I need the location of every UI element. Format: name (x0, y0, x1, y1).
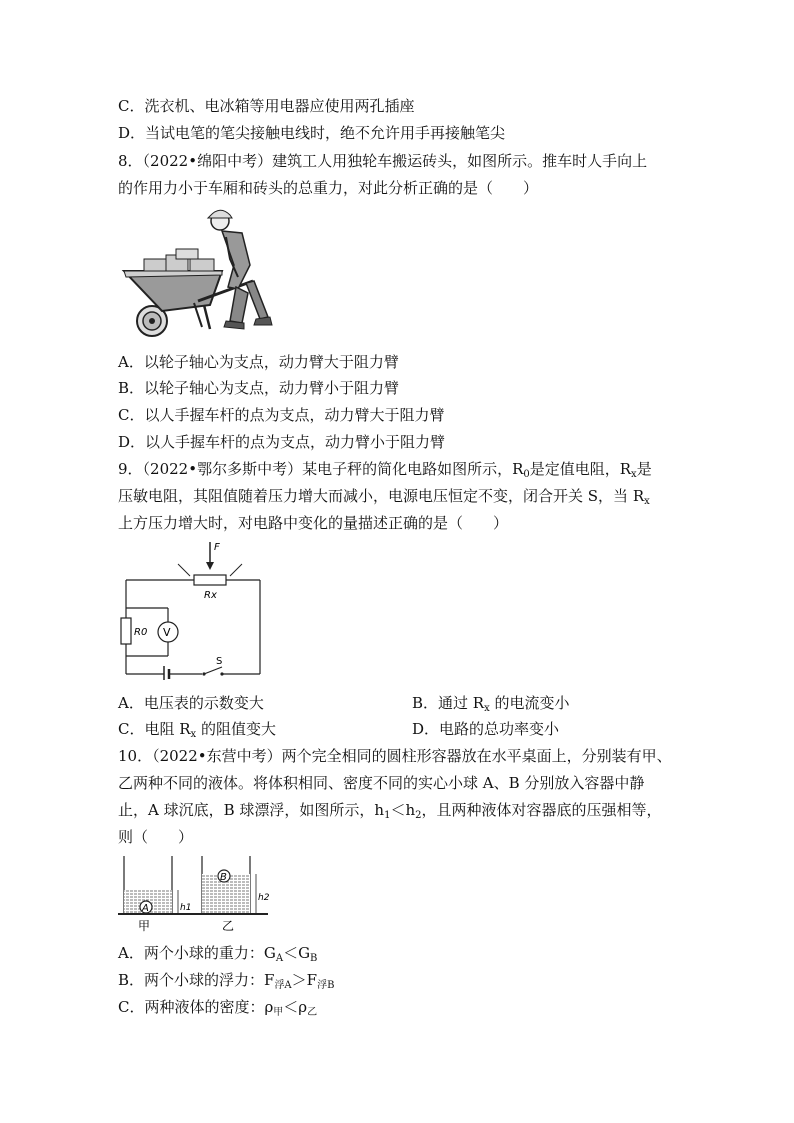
q8-option-d: D．以人手握车杆的点为支点，动力臂小于阻力臂 (118, 433, 446, 451)
q7-option-d: D．当试电笔的笔尖接触电线时，绝不允许用手再接触笔尖 (118, 124, 506, 142)
switch (204, 667, 222, 674)
container-jia-label: 甲 (138, 919, 151, 933)
containers-figure (118, 854, 278, 934)
q7-option-c: C．洗衣机、电冰箱等用电器应使用两孔插座 (118, 97, 415, 115)
q8-stem-line2: 的作用力小于车厢和砖头的总重力，对此分析正确的是（ ） (118, 179, 539, 197)
r0-label: R0 (134, 627, 148, 638)
q9-stem-line1: 9．（2022•鄂尔多斯中考）某电子秤的简化电路如图所示，$R_0$是定值电阻，$R_x$是 (118, 460, 652, 480)
q9-option-d: D．电路的总功率变小 (412, 720, 560, 738)
q10-option-a: A．两个小球的重力：$G_A<G_B$ (118, 944, 318, 964)
h1-label: h1 (180, 903, 192, 913)
q8-option-a: A．以轮子轴心为支点，动力臂大于阻力臂 (118, 353, 399, 371)
q8-option-c: C．以人手握车杆的点为支点，动力臂大于阻力臂 (118, 406, 445, 424)
q10-stem-line2: 乙两种不同的液体。将体积相同、密度不同的实心小球 A、B 分别放入容器中静 (118, 774, 645, 792)
switch-label: S (216, 656, 223, 667)
q10-option-b: B．两个小球的浮力：$F_{浮A}>F_{浮B}$ (118, 971, 335, 991)
q9-option-b: B．通过 $R_x$ 的电流变小 (412, 694, 570, 714)
q10-stem-line4: 则（ ） (118, 828, 194, 846)
q10-stem-line1: 10．（2022•东营中考）两个完全相同的圆柱形容器放在水平桌面上，分别装有甲、 (118, 747, 672, 765)
q10-option-c: C．两种液体的密度：$\rho_甲<\rho_乙$ (118, 998, 318, 1018)
r0-resistor (121, 618, 131, 644)
container-yi-label: 乙 (222, 919, 235, 933)
q8-option-b: B．以轮子轴心为支点，动力臂小于阻力臂 (118, 379, 400, 397)
h2-label: h2 (258, 893, 270, 903)
q10-stem-line3: 止，A 球沉底，B 球漂浮，如图所示，$h_1<h_2$，且两种液体对容器底的压强相等， (118, 801, 662, 821)
q8-stem-line1: 8．（2022•绵阳中考）建筑工人用独轮车搬运砖头，如图所示。推车时人手向上 (118, 152, 648, 170)
ball-a-label: A (142, 903, 149, 914)
q9-stem-line3: 上方压力增大时，对电路中变化的量描述正确的是（ ） (118, 514, 509, 532)
rx-label: Rx (204, 590, 217, 601)
force-label: F (214, 542, 220, 553)
q9-option-a: A．电压表的示数变大 (118, 694, 264, 712)
circuit-figure (118, 538, 268, 680)
q9-option-c: C．电阻 $R_x$ 的阻值变大 (118, 720, 276, 740)
voltmeter-label: V (163, 626, 171, 639)
wheelbarrow-figure (118, 203, 278, 343)
rx-resistor (194, 575, 226, 585)
ball-b-label: B (220, 872, 227, 883)
q9-stem-line2: 压敏电阻，其阻值随着压力增大而减小，电源电压恒定不变，闭合开关 S，当 $R_x$ (118, 487, 650, 507)
